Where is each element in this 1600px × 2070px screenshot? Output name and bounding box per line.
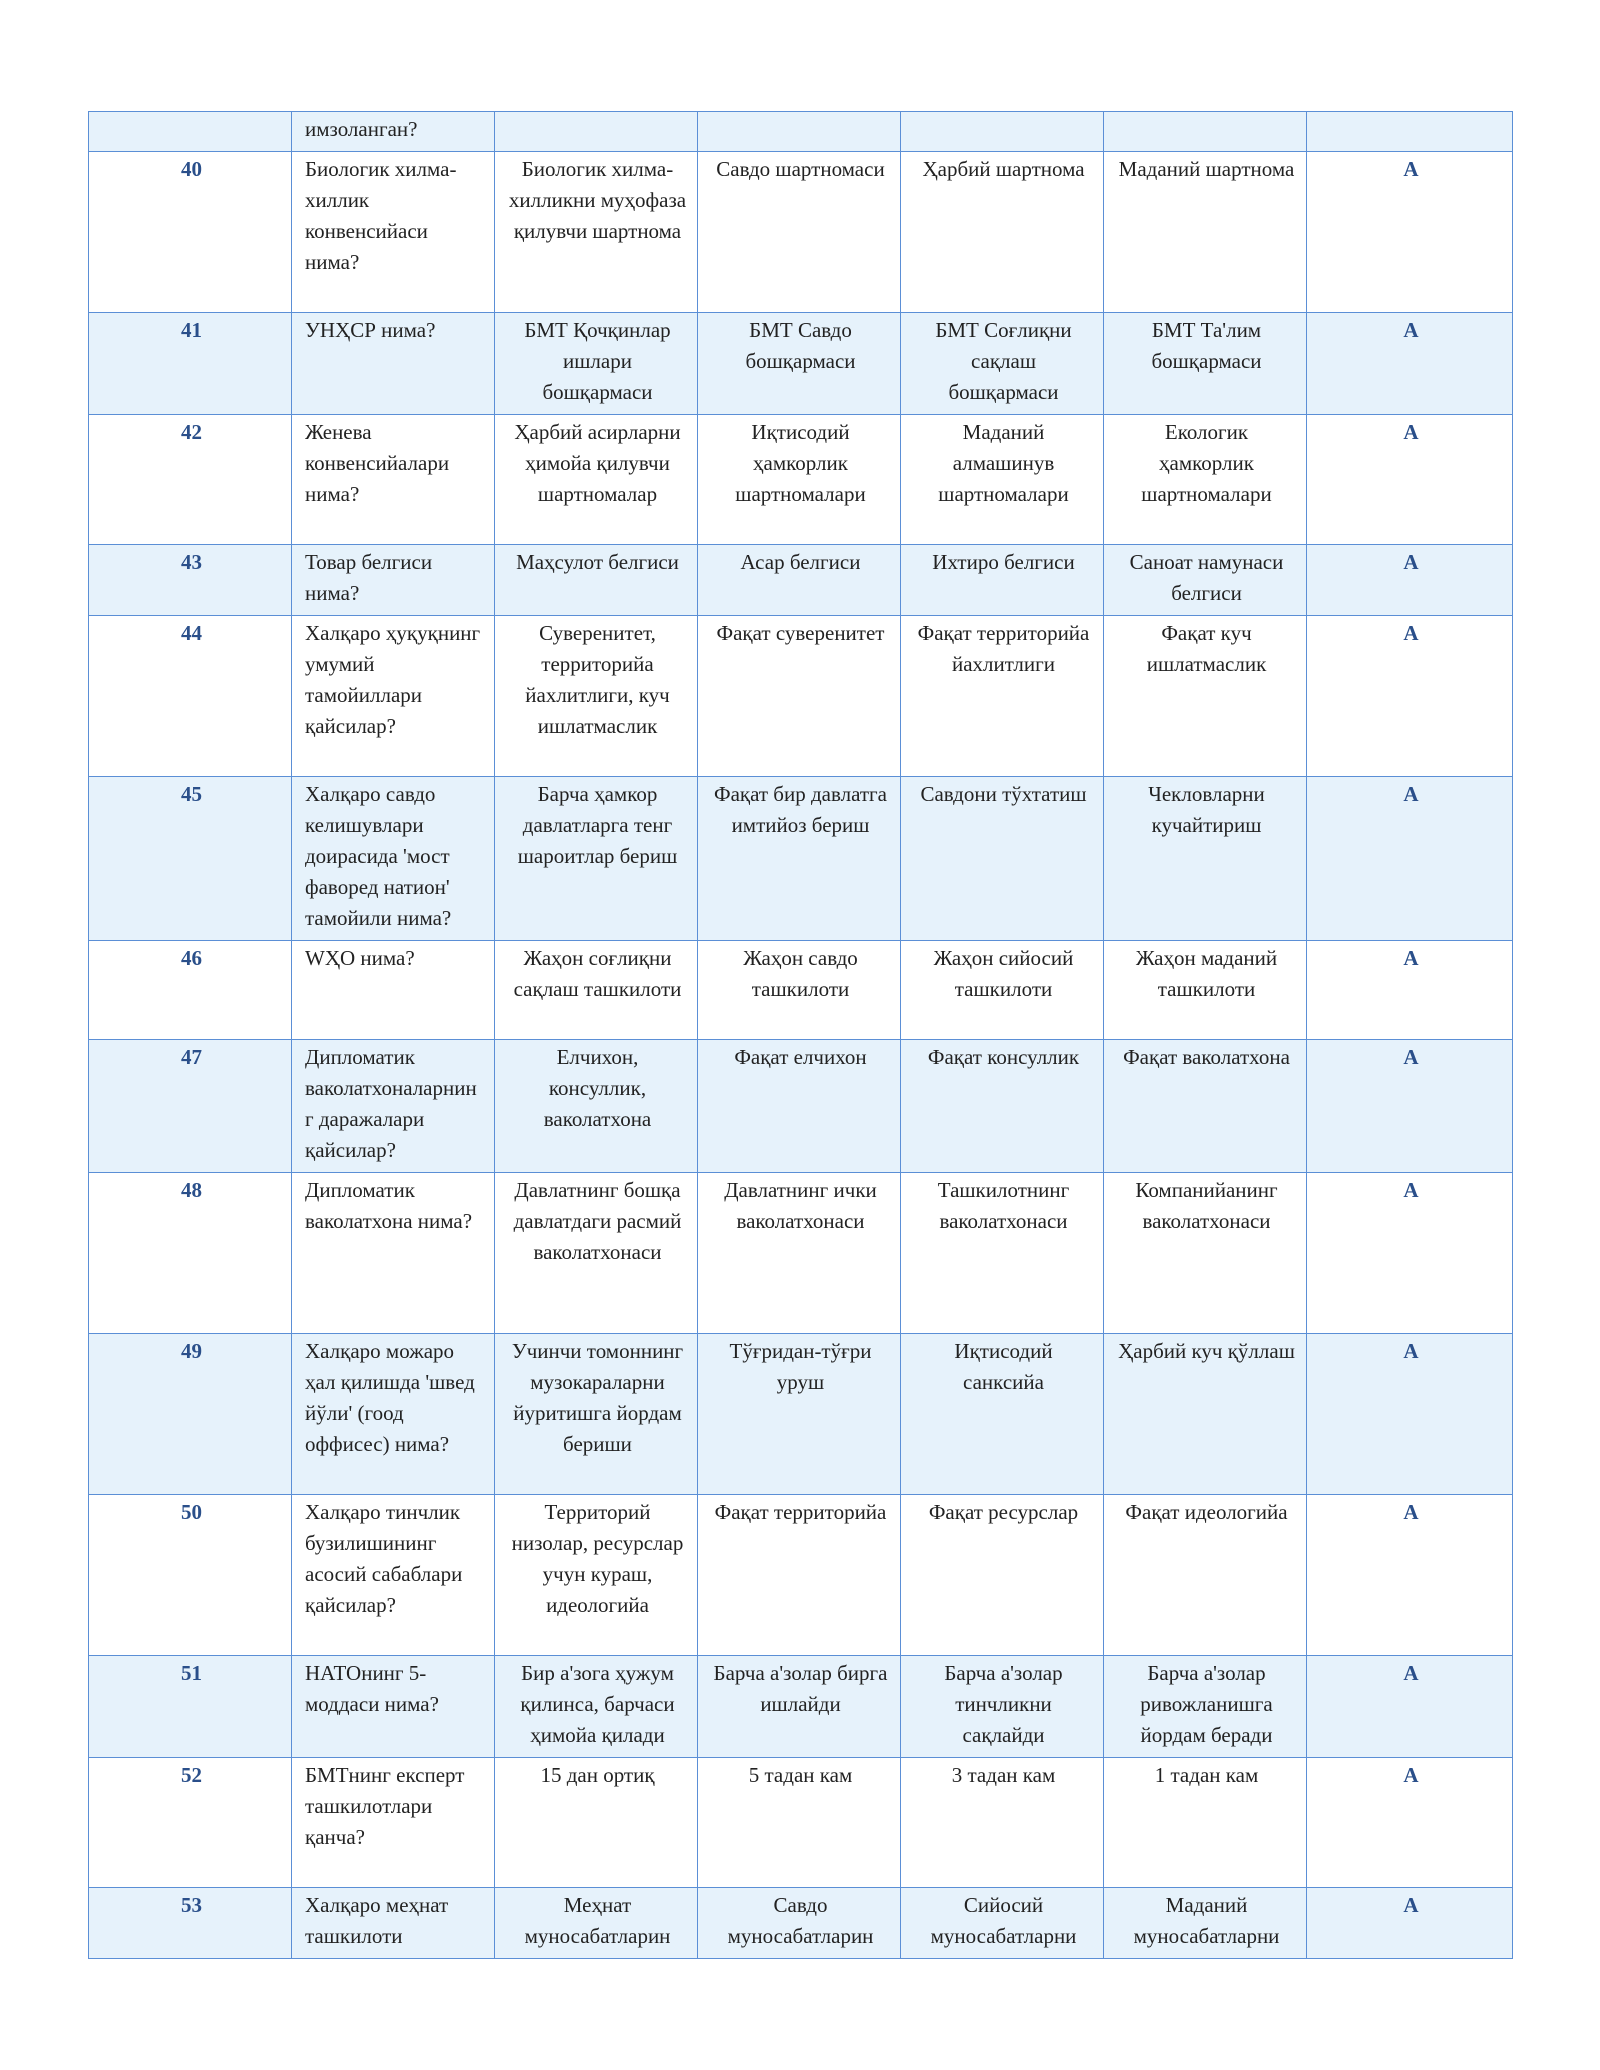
option-a: Учинчи томоннинг музокараларни йуритишга йордам бериши (495, 1334, 698, 1495)
question-number: 51 (89, 1656, 292, 1758)
option-b: 5 тадан кам (698, 1758, 901, 1888)
question-number (89, 112, 292, 152)
option-d: Чекловларни кучайтириш (1104, 777, 1307, 941)
table-row (89, 1173, 1513, 1334)
option-b: Иқтисодий ҳамкорлик шартномалари (698, 415, 901, 545)
table-row (89, 415, 1513, 545)
option-d: БМТ Та'лим бошқармаси (1104, 313, 1307, 415)
question-text: Халқаро меҳнат ташкилоти (292, 1888, 495, 1959)
option-d: Маданий муносабатларни (1104, 1888, 1307, 1959)
correct-answer: A (1307, 1173, 1513, 1334)
correct-answer: A (1307, 1758, 1513, 1888)
table-row (89, 616, 1513, 777)
question-text: Халқаро тинчлик бузилишининг асосий сабаблари қайсилар? (292, 1495, 495, 1656)
question-text: Халқаро савдо келишувлари доирасида 'мост фаворед натион' тамойили нима? (292, 777, 495, 941)
option-c: Фақат консуллик (901, 1040, 1104, 1173)
option-a: Маҳсулот белгиси (495, 545, 698, 616)
question-number: 47 (89, 1040, 292, 1173)
question-number: 42 (89, 415, 292, 545)
question-number: 46 (89, 941, 292, 1040)
option-d: Екологик ҳамкорлик шартномалари (1104, 415, 1307, 545)
option-c: 3 тадан кам (901, 1758, 1104, 1888)
option-a: Меҳнат муносабатларин (495, 1888, 698, 1959)
question-number: 45 (89, 777, 292, 941)
option-b: БМТ Савдо бошқармаси (698, 313, 901, 415)
option-c: Ҳарбий шартнома (901, 152, 1104, 313)
table-row (89, 1495, 1513, 1656)
option-c: Барча а'золар тинчликни сақлайди (901, 1656, 1104, 1758)
option-c: Сийосий муносабатларни (901, 1888, 1104, 1959)
correct-answer: A (1307, 1334, 1513, 1495)
option-b: Фақат территорийа (698, 1495, 901, 1656)
question-text: WҲО нима? (292, 941, 495, 1040)
correct-answer: A (1307, 941, 1513, 1040)
option-d: Саноат намунаси белгиси (1104, 545, 1307, 616)
question-text: имзоланган? (292, 112, 495, 152)
correct-answer: A (1307, 1888, 1513, 1959)
option-b: Савдо муносабатларин (698, 1888, 901, 1959)
question-text: Биологик хилма-хиллик конвенсийаси нима? (292, 152, 495, 313)
option-d: Жаҳон маданий ташкилоти (1104, 941, 1307, 1040)
option-c: Савдони тўхтатиш (901, 777, 1104, 941)
question-number: 52 (89, 1758, 292, 1888)
option-c: Иқтисодий санксийа (901, 1334, 1104, 1495)
option-d: Фақат ваколатхона (1104, 1040, 1307, 1173)
question-text: БМТнинг експерт ташкилотлари қанча? (292, 1758, 495, 1888)
option-b: Жаҳон савдо ташкилоти (698, 941, 901, 1040)
option-a (495, 112, 698, 152)
option-a: Давлатнинг бошқа давлатдаги расмий ваколатхонаси (495, 1173, 698, 1334)
option-a: Бир а'зога ҳужум қилинса, барчаси ҳимойа қилади (495, 1656, 698, 1758)
question-text: Дипломатик ваколатхона нима? (292, 1173, 495, 1334)
correct-answer (1307, 112, 1513, 152)
option-d (1104, 112, 1307, 152)
table-row (89, 1758, 1513, 1888)
questions-table (88, 111, 1513, 1959)
option-c (901, 112, 1104, 152)
option-a: Елчихон, консуллик, ваколатхона (495, 1040, 698, 1173)
correct-answer: A (1307, 1040, 1513, 1173)
correct-answer: A (1307, 777, 1513, 941)
question-text: НАТОнинг 5-моддаси нима? (292, 1656, 495, 1758)
option-c: Маданий алмашинув шартномалари (901, 415, 1104, 545)
table-row (89, 1040, 1513, 1173)
option-b: Тўғридан-тўғри уруш (698, 1334, 901, 1495)
option-b: Асар белгиси (698, 545, 901, 616)
table-row (89, 152, 1513, 313)
question-text: Женева конвенсийалари нима? (292, 415, 495, 545)
option-b: Фақат бир давлатга имтийоз бериш (698, 777, 901, 941)
question-number: 49 (89, 1334, 292, 1495)
correct-answer: A (1307, 1656, 1513, 1758)
option-c: Ихтиро белгиси (901, 545, 1104, 616)
option-a: Жаҳон соғлиқни сақлаш ташкилоти (495, 941, 698, 1040)
table-row (89, 313, 1513, 415)
question-number: 53 (89, 1888, 292, 1959)
correct-answer: A (1307, 1495, 1513, 1656)
correct-answer: A (1307, 616, 1513, 777)
option-a: 15 дан ортиқ (495, 1758, 698, 1888)
table-row (89, 545, 1513, 616)
option-d: 1 тадан кам (1104, 1758, 1307, 1888)
option-d: Фақат куч ишлатмаслик (1104, 616, 1307, 777)
question-text: Халқаро ҳуқуқнинг умумий тамойиллари қайсилар? (292, 616, 495, 777)
question-number: 44 (89, 616, 292, 777)
option-c: Ташкилотнинг ваколатхонаси (901, 1173, 1104, 1334)
option-a: Биологик хилма-хилликни муҳофаза қилувчи шартнома (495, 152, 698, 313)
question-number: 41 (89, 313, 292, 415)
table-row (89, 777, 1513, 941)
question-number: 50 (89, 1495, 292, 1656)
table-row (89, 112, 1513, 152)
table-row (89, 941, 1513, 1040)
correct-answer: A (1307, 152, 1513, 313)
table-row (89, 1888, 1513, 1959)
option-b: Барча а'золар бирга ишлайди (698, 1656, 901, 1758)
option-d: Компанийанинг ваколатхонаси (1104, 1173, 1307, 1334)
question-number: 43 (89, 545, 292, 616)
option-d: Фақат идеологийа (1104, 1495, 1307, 1656)
question-number: 40 (89, 152, 292, 313)
option-d: Барча а'золар ривожланишга йордам беради (1104, 1656, 1307, 1758)
option-c: Фақат ресурслар (901, 1495, 1104, 1656)
option-a: Ҳарбий асирларни ҳимойа қилувчи шартномалар (495, 415, 698, 545)
correct-answer: A (1307, 313, 1513, 415)
table-row (89, 1334, 1513, 1495)
option-c: Жаҳон сийосий ташкилоти (901, 941, 1104, 1040)
question-text: Товар белгиси нима? (292, 545, 495, 616)
option-c: Фақат территорийа йахлитлиги (901, 616, 1104, 777)
option-b: Фақат суверенитет (698, 616, 901, 777)
option-a: БМТ Қочқинлар ишлари бошқармаси (495, 313, 698, 415)
question-text: УНҲСР нима? (292, 313, 495, 415)
question-text: Дипломатик ваколатхоналарнинг даражалари қайсилар? (292, 1040, 495, 1173)
option-b (698, 112, 901, 152)
option-b: Фақат елчихон (698, 1040, 901, 1173)
option-d: Маданий шартнома (1104, 152, 1307, 313)
correct-answer: A (1307, 415, 1513, 545)
correct-answer: A (1307, 545, 1513, 616)
option-a: Барча ҳамкор давлатларга тенг шароитлар бериш (495, 777, 698, 941)
option-d: Ҳарбий куч қўллаш (1104, 1334, 1307, 1495)
option-b: Савдо шартномаси (698, 152, 901, 313)
option-c: БМТ Соғлиқни сақлаш бошқармаси (901, 313, 1104, 415)
question-text: Халқаро можаро ҳал қилишда 'швед йўли' (гоод оффисес) нима? (292, 1334, 495, 1495)
questions-table-body (89, 112, 1513, 1959)
option-a: Суверенитет, территорийа йахлитлиги, куч ишлатмаслик (495, 616, 698, 777)
option-a: Территорий низолар, ресурслар учун кураш, идеологийа (495, 1495, 698, 1656)
table-row (89, 1656, 1513, 1758)
question-number: 48 (89, 1173, 292, 1334)
option-b: Давлатнинг ички ваколатхонаси (698, 1173, 901, 1334)
